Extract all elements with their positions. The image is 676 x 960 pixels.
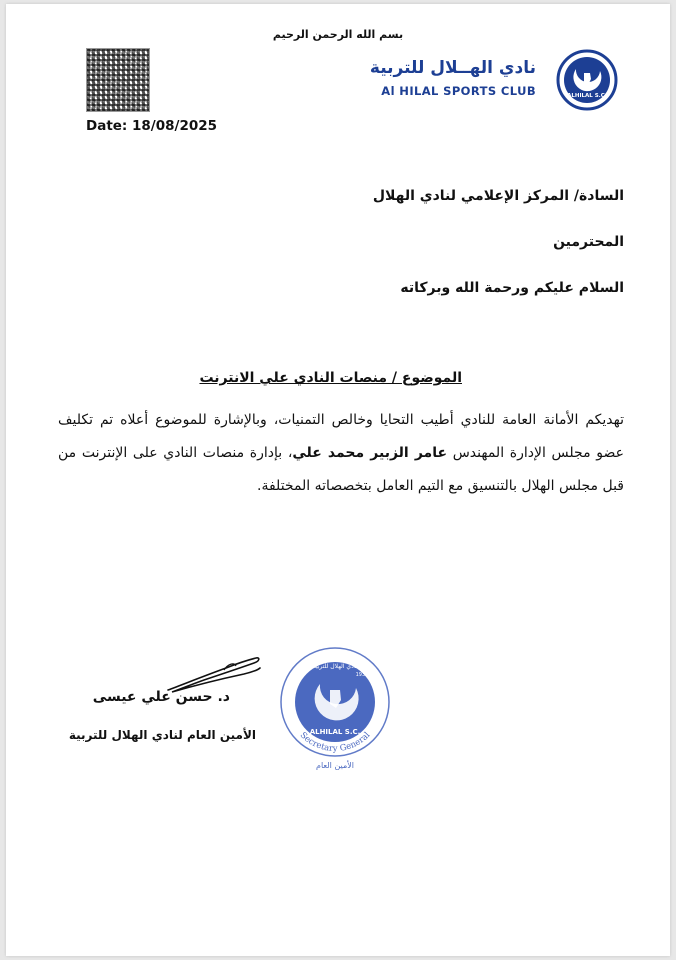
body-part-2: ، بإدارة منصات النادي على الإنترنت من قبل مجلس الهلال بالتنسيق مع التيم العامل بتخصصاته المختلفة.	[58, 445, 624, 494]
stamp-top-text: نادي الهلال للتربية	[312, 663, 358, 670]
signatory-title: الأمين العام لنادي الهلال للتربية	[68, 728, 256, 742]
basmala: بسم الله الرحمن الرحيم	[272, 28, 404, 41]
body-bold-name: عامر الزبير محمد علي	[292, 445, 448, 461]
emblem-text: ALHILAL S.C.	[567, 93, 607, 99]
stamp-bottom-english: Secretary General	[297, 730, 373, 755]
official-stamp-icon	[274, 644, 396, 772]
body-part-1: تهديكم الأمانة العامة للنادي أطيب التحايا وخالص التمنيات، وبالإشارة للموضوع أعلاه تم تكليف عضو مجلس الإدارة المهندس	[58, 412, 624, 461]
stamp-center-text: ALHILAL S.C.	[309, 728, 361, 736]
stamp-year: 1930	[355, 672, 369, 678]
greeting-line: السلام عليكم ورحمة الله وبركاته	[400, 280, 624, 296]
subject-line: الموضوع / منصات النادي علي الانترنت	[199, 370, 462, 386]
recipient-line: السادة/ المركز الإعلامي لنادي الهلال	[372, 188, 624, 204]
signatory-name: د. حسن علي عيسى	[92, 689, 230, 705]
letter-date: Date: 18/08/2025	[86, 118, 218, 134]
qr-code-icon	[86, 48, 150, 112]
club-name-english: Al HILAL SPORTS CLUB	[381, 84, 536, 98]
letter-body	[58, 404, 624, 503]
letter-page	[6, 4, 670, 956]
club-name-arabic: نادي الهــلال للتربية	[369, 58, 536, 78]
club-emblem-icon	[556, 49, 618, 111]
honorific-line: المحترمين	[553, 234, 624, 250]
stamp-bottom-arabic: الأمين العام	[315, 761, 355, 770]
